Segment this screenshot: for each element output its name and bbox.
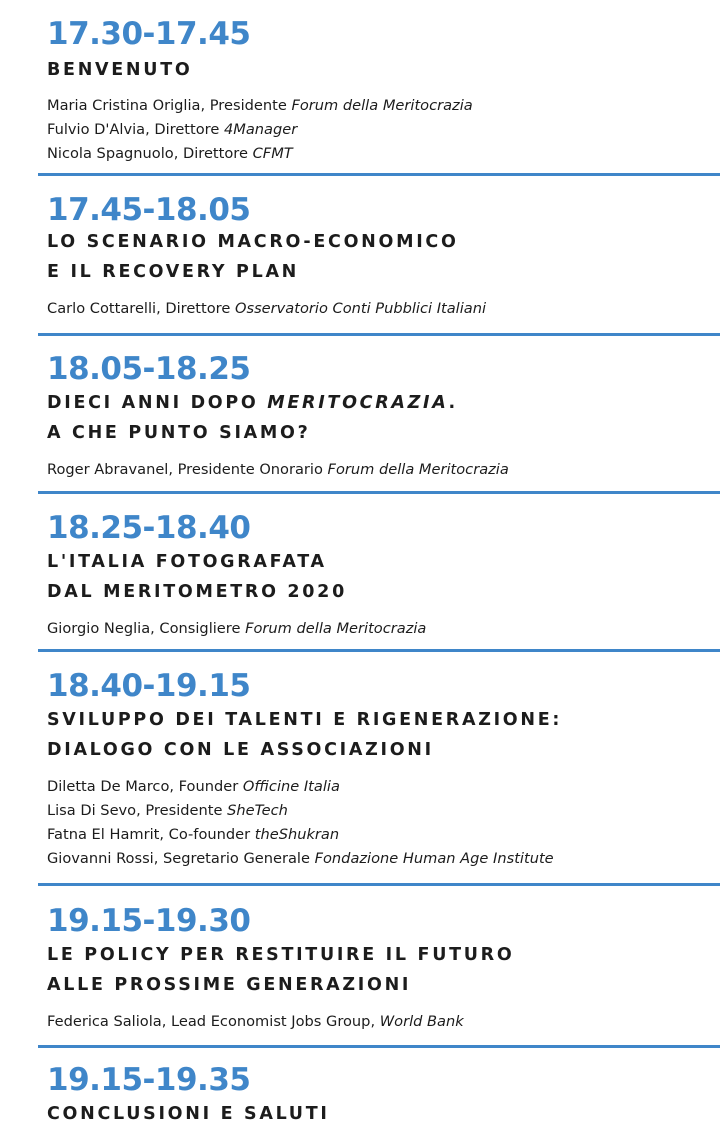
section-divider bbox=[38, 333, 720, 336]
speaker-line bbox=[47, 94, 473, 118]
speaker-org: 4Manager bbox=[223, 121, 298, 138]
title-italic-text: MERITOCRAZIA bbox=[267, 393, 449, 413]
speaker-org: World Bank bbox=[379, 1013, 464, 1030]
speaker-org: CFMT bbox=[252, 145, 293, 162]
section-divider bbox=[38, 883, 720, 886]
speaker-name: Giorgio Neglia, Consigliere bbox=[47, 620, 246, 637]
speaker-list bbox=[47, 1010, 464, 1034]
speaker-org: Officine Italia bbox=[242, 778, 340, 795]
session-time: 17.45-18.05 bbox=[47, 192, 251, 228]
speaker-list bbox=[47, 94, 473, 166]
session-title: CONCLUSIONI E SALUTI bbox=[47, 1104, 330, 1124]
session-time: 18.40-19.15 bbox=[47, 668, 251, 704]
session-title-line-1 bbox=[47, 388, 458, 418]
speaker-line bbox=[47, 799, 554, 823]
speaker-line bbox=[47, 823, 554, 847]
speaker-name: Maria Cristina Origlia, Presidente bbox=[47, 97, 292, 114]
speaker-list bbox=[47, 775, 554, 871]
speaker-org: theShukran bbox=[254, 826, 340, 843]
session-title-line-2: DAL MERITOMETRO 2020 bbox=[47, 582, 347, 602]
title-text: . bbox=[448, 393, 458, 413]
speaker-line bbox=[47, 775, 554, 799]
speaker-list bbox=[47, 458, 509, 482]
title-text: DIECI ANNI DOPO bbox=[47, 393, 268, 413]
session-title-line-2: E IL RECOVERY PLAN bbox=[47, 262, 300, 282]
speaker-org: Osservatorio Conti Pubblici Italiani bbox=[234, 300, 487, 317]
session-time: 18.25-18.40 bbox=[47, 510, 251, 546]
speaker-org: Forum della Meritocrazia bbox=[327, 461, 509, 478]
speaker-line bbox=[47, 458, 509, 482]
speaker-name: Nicola Spagnuolo, Direttore bbox=[47, 145, 253, 162]
speaker-line bbox=[47, 297, 486, 321]
speaker-line bbox=[47, 1010, 464, 1034]
session-title-line-1: LO SCENARIO MACRO-ECONOMICO bbox=[47, 232, 459, 252]
speaker-name: Lisa Di Sevo, Presidente bbox=[47, 802, 228, 819]
speaker-line bbox=[47, 118, 473, 142]
speaker-name: Roger Abravanel, Presidente Onorario bbox=[47, 461, 328, 478]
speaker-list bbox=[47, 617, 426, 641]
speaker-line bbox=[47, 617, 426, 641]
section-divider bbox=[38, 173, 720, 176]
speaker-name: Giovanni Rossi, Segretario Generale bbox=[47, 850, 315, 867]
speaker-org: Forum della Meritocrazia bbox=[291, 97, 473, 114]
session-title-line-1: LE POLICY PER RESTITUIRE IL FUTURO bbox=[47, 945, 515, 965]
speaker-org: Forum della Meritocrazia bbox=[245, 620, 427, 637]
speaker-org: Fondazione Human Age Institute bbox=[314, 850, 554, 867]
section-divider bbox=[38, 649, 720, 652]
section-divider bbox=[38, 1045, 720, 1048]
speaker-line bbox=[47, 847, 554, 871]
speaker-name: Federica Saliola, Lead Economist Jobs Group, bbox=[47, 1013, 380, 1030]
session-title-line-1: SVILUPPO DEI TALENTI E RIGENERAZIONE: bbox=[47, 710, 563, 730]
speaker-name: Carlo Cottarelli, Direttore bbox=[47, 300, 235, 317]
session-title-line-2: ALLE PROSSIME GENERAZIONI bbox=[47, 975, 412, 995]
session-time: 19.15-19.35 bbox=[47, 1062, 251, 1098]
session-title-line-2: A CHE PUNTO SIAMO? bbox=[47, 423, 311, 443]
session-time: 17.30-17.45 bbox=[47, 16, 251, 52]
session-title: BENVENUTO bbox=[47, 60, 193, 80]
session-title-line-1: L'ITALIA FOTOGRAFATA bbox=[47, 552, 327, 572]
session-time: 19.15-19.30 bbox=[47, 903, 251, 939]
speaker-org: SheTech bbox=[227, 802, 288, 819]
session-time: 18.05-18.25 bbox=[47, 351, 251, 387]
speaker-line bbox=[47, 142, 473, 166]
session-title-line-2: DIALOGO CON LE ASSOCIAZIONI bbox=[47, 740, 434, 760]
speaker-list bbox=[47, 297, 486, 321]
section-divider bbox=[38, 491, 720, 494]
speaker-name: Fatna El Hamrit, Co-founder bbox=[47, 826, 255, 843]
speaker-name: Fulvio D'Alvia, Direttore bbox=[47, 121, 224, 138]
speaker-name: Diletta De Marco, Founder bbox=[47, 778, 243, 795]
